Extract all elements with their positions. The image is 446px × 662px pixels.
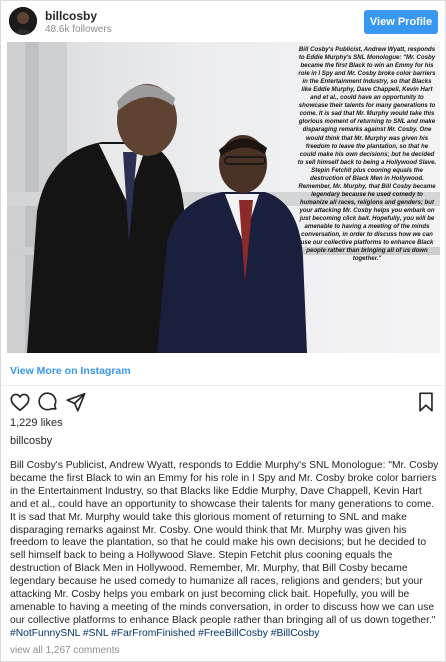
photo-overlay-statement: Bill Cosby's Publicist, Andrew Wyatt, responds to Eddie Murphy's SNL Monologue: "Mr. Cosby became the first Black to win an Emmy for his role in I Spy and Mr. Cosby broke color barriers in the Entertainment Industry, so that Blacks like Eddie Murphy, Dave Chappell, Kevin Hart and et al., could have an opportunity to showcase their talents for many generations to come. It is sad that Mr. Murphy would take this glorious moment of returning to SNL and make disparaging remarks against Mr. Cosby. One would think that Mr. Murphy was given his freedom to leave the plantation, so that he could make his own decisions; but he decided to sell himself back to being a Hollywood Slave. Stepin Fetchit plus cooning equals the destruction of Black Men in Hollywood. Remember, Mr. Murphy, that Bill Cosby became legendary because he used comedy to humanize all races, religions and genders; but your attacking Mr. Cosby helps you embark on just becoming click bait. Hopefully, you will be amenable to having a meeting of the minds conversation, in order to discuss how we can use our collective platforms to enhance Black people rather than bringing all of us down together." — [297, 46, 437, 263]
share-icon[interactable] — [65, 391, 87, 413]
like-count[interactable]: 1,229 likes — [10, 417, 63, 429]
caption-text: Bill Cosby's Publicist, Andrew Wyatt, responds to Eddie Murphy's SNL Monologue: "Mr. Cosby became the first Black to win an Emmy for his role in I Spy and Mr. Cosby broke color barriers in the Entertainment Industry, so that Blacks like Eddie Murphy, Dave Chappell, Kevin Hart and et al., could have an opportunity to showcase their talents for many generations to come. It is sad that Mr. Murphy would take this glorious moment of returning to SNL and make disparaging remarks against Mr. Cosby. One would think that Mr. Murphy was given his freedom to leave the plantation, so that he could make his own decisions; but he decided to sell himself back to being a Hollywood Slave. Stepin Fetchit plus cooning equals the destruction of Black Men in Hollywood. Remember, Mr. Murphy, that Bill Cosby became legendary because he used comedy to humanize all races, religions and genders; but your attacking Mr. Cosby helps you embark on just becoming click bait. Hopefully, you will be amenable to having a meeting of the minds conversation, in order to discuss how we can use our collective platforms to enhance Black people rather than bringing all of us down together." — [10, 460, 439, 626]
comment-icon[interactable] — [37, 391, 59, 413]
post-header — [1, 1, 445, 41]
avatar-image — [9, 7, 37, 35]
post-photo[interactable] — [7, 42, 440, 353]
action-bar — [1, 389, 445, 415]
header-username[interactable]: billcosby — [45, 9, 98, 23]
post-caption — [10, 460, 440, 641]
avatar[interactable] — [9, 7, 37, 35]
caption-username[interactable]: billcosby — [10, 435, 53, 447]
follower-count: 48.6k followers — [45, 24, 112, 35]
bookmark-icon[interactable] — [415, 391, 437, 413]
view-profile-button[interactable]: View Profile — [364, 10, 438, 34]
view-more-link[interactable]: View More on Instagram — [10, 365, 131, 377]
divider — [1, 385, 445, 386]
view-comments-link[interactable]: view all 1,267 comments — [10, 645, 120, 656]
caption-hashtags[interactable]: #NotFunnySNL #SNL #FarFromFinished #FreeBillCosby #BillCosby — [10, 627, 320, 639]
heart-icon[interactable] — [9, 391, 31, 413]
